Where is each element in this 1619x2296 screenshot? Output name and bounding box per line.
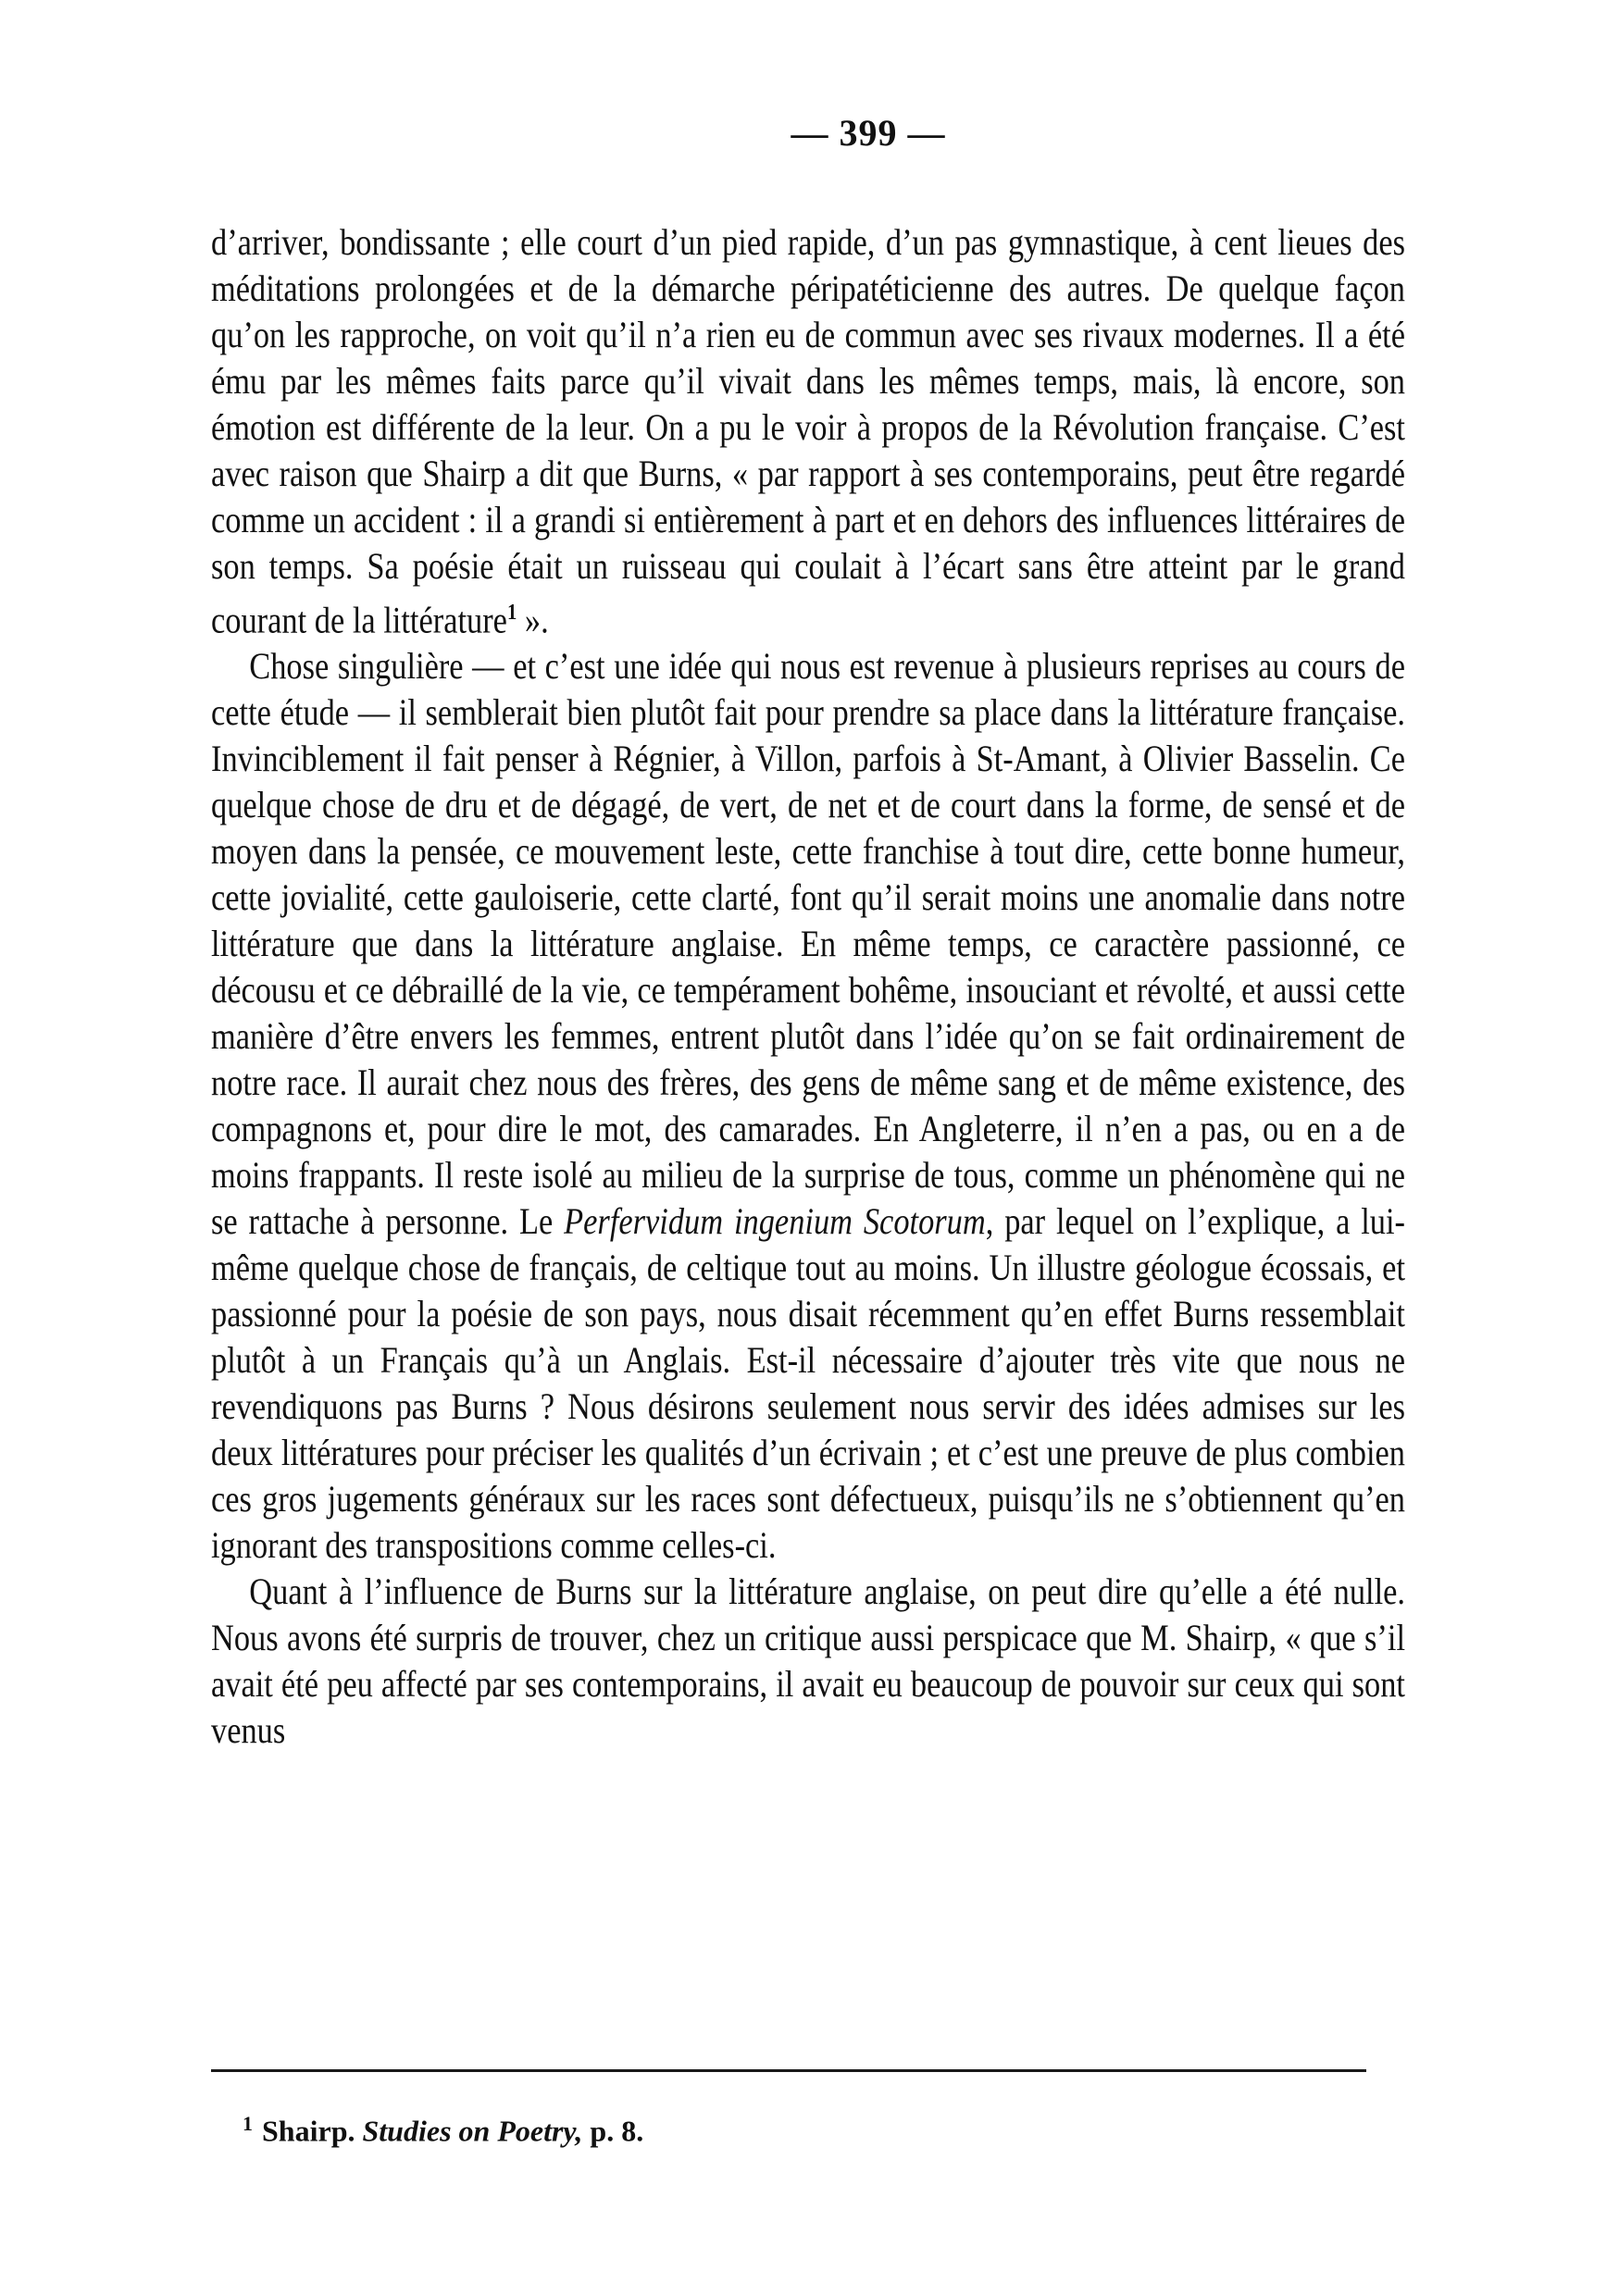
footnote-title: Studies on Poetry,: [362, 2114, 583, 2148]
footnote-reference: 1: [506, 601, 517, 625]
footnote: [243, 2112, 643, 2149]
footnote-page: p. 8.: [590, 2114, 644, 2148]
paragraph-1: [211, 219, 1405, 643]
body-text: [211, 219, 1405, 1754]
paragraph-1-text: d’arriver, bondissante ; elle court d’un pied rapide, d’un pas gymnastique, à cent lieues des méditations prolongées et de la démarche péripatéticienne des autres. De quelque façon qu’on les rapproche, on voit qu’il n’a rien eu de commun avec ses rivaux modernes. Il a été ému par les mêmes faits parce qu’il vivait dans les mêmes temps, mais, là encore, son émotion est différente de la leur. On a pu le voir à propos de la Révolution française. C’est avec raison que Shairp a dit que Burns, « par rapport à ses contemporains, peut être regardé comme un accident : il a grandi si entièrement à part et en dehors des influences littéraires de son temps. Sa poésie était un ruisseau qui coulait à l’écart sans être atteint par le grand courant de la littérature: [211, 221, 1405, 641]
paragraph-1-closing: ».: [517, 599, 549, 641]
book-page: [211, 111, 1405, 1754]
footnote-divider: [211, 2069, 1366, 2072]
paragraph-3: [211, 1569, 1405, 1754]
paragraph-2-text-start: Chose singulière — et c’est une idée qui nous est revenue à plusieurs reprises au cours de cette étude — il semblerait bien plutôt fait pour prendre sa place dans la littérature française. Invinciblement il fait penser à Régnier, à Villon, parfois à St-Amant, à Olivier Basselin. Ce quelque chose de dru et de dégagé, de vert, de net et de court dans la forme, de sensé et de moyen dans la pensée, ce mouvement leste, cette franchise à tout dire, cette bonne humeur, cette jovialité, cette gauloiserie, cette clarté, font qu’il serait moins une anomalie dans notre littérature que dans la littérature anglaise. En même temps, ce caractère passionné, ce décousu et ce débraillé de la vie, ce tempérament bohême, insouciant et révolté, et aussi cette manière d’être envers les femmes, entrent plutôt dans l’idée qu’on se fait ordinairement de notre race. Il aurait chez nous des frères, des gens de même sang et de même existence, des compagnons et, pour dire le mot, des camarades. En Angleterre, il n’en a pas, ou en a de moins frappants. Il reste isolé au milieu de la surprise de tous, comme un phénomène qui ne se rattache à personne. Le: [211, 645, 1405, 1243]
page-number: — 399 —: [791, 112, 946, 154]
paragraph-3-text: Quant à l’influence de Burns sur la littérature anglaise, on peut dire qu’elle a été nulle. Nous avons été surpris de trouver, chez un critique aussi perspicace que M. Shairp, « que s’il avait été peu affecté par ses contemporains, il avait eu beaucoup de pouvoir sur ceux qui sont venus: [211, 1570, 1405, 1752]
latin-phrase: Perfervidum ingenium Scotorum: [564, 1200, 986, 1243]
paragraph-2-text-end: , par lequel on l’explique, a lui-même quelque chose de français, de celtique tout au moins. Un illustre géologue écossais, et passionné pour la poésie de son pays, nous disait récemment qu’en effet Burns ressemblait plutôt à un Français qu’à un Anglais. Est-il nécessaire d’ajouter très vite que nous ne revendiquons pas Burns ? Nous désirons seulement nous servir des idées admises sur les deux littératures pour préciser les qualités d’un écrivain ; et c’est une preuve de plus combien ces gros jugements généraux sur les races sont défectueux, puisqu’ils ne s’obtiennent qu’en ignorant des transpositions comme celles-ci.: [211, 1200, 1405, 1567]
footnote-author: Shairp.: [262, 2114, 355, 2148]
footnote-marker: 1: [243, 2112, 253, 2135]
paragraph-2: [211, 643, 1405, 1569]
